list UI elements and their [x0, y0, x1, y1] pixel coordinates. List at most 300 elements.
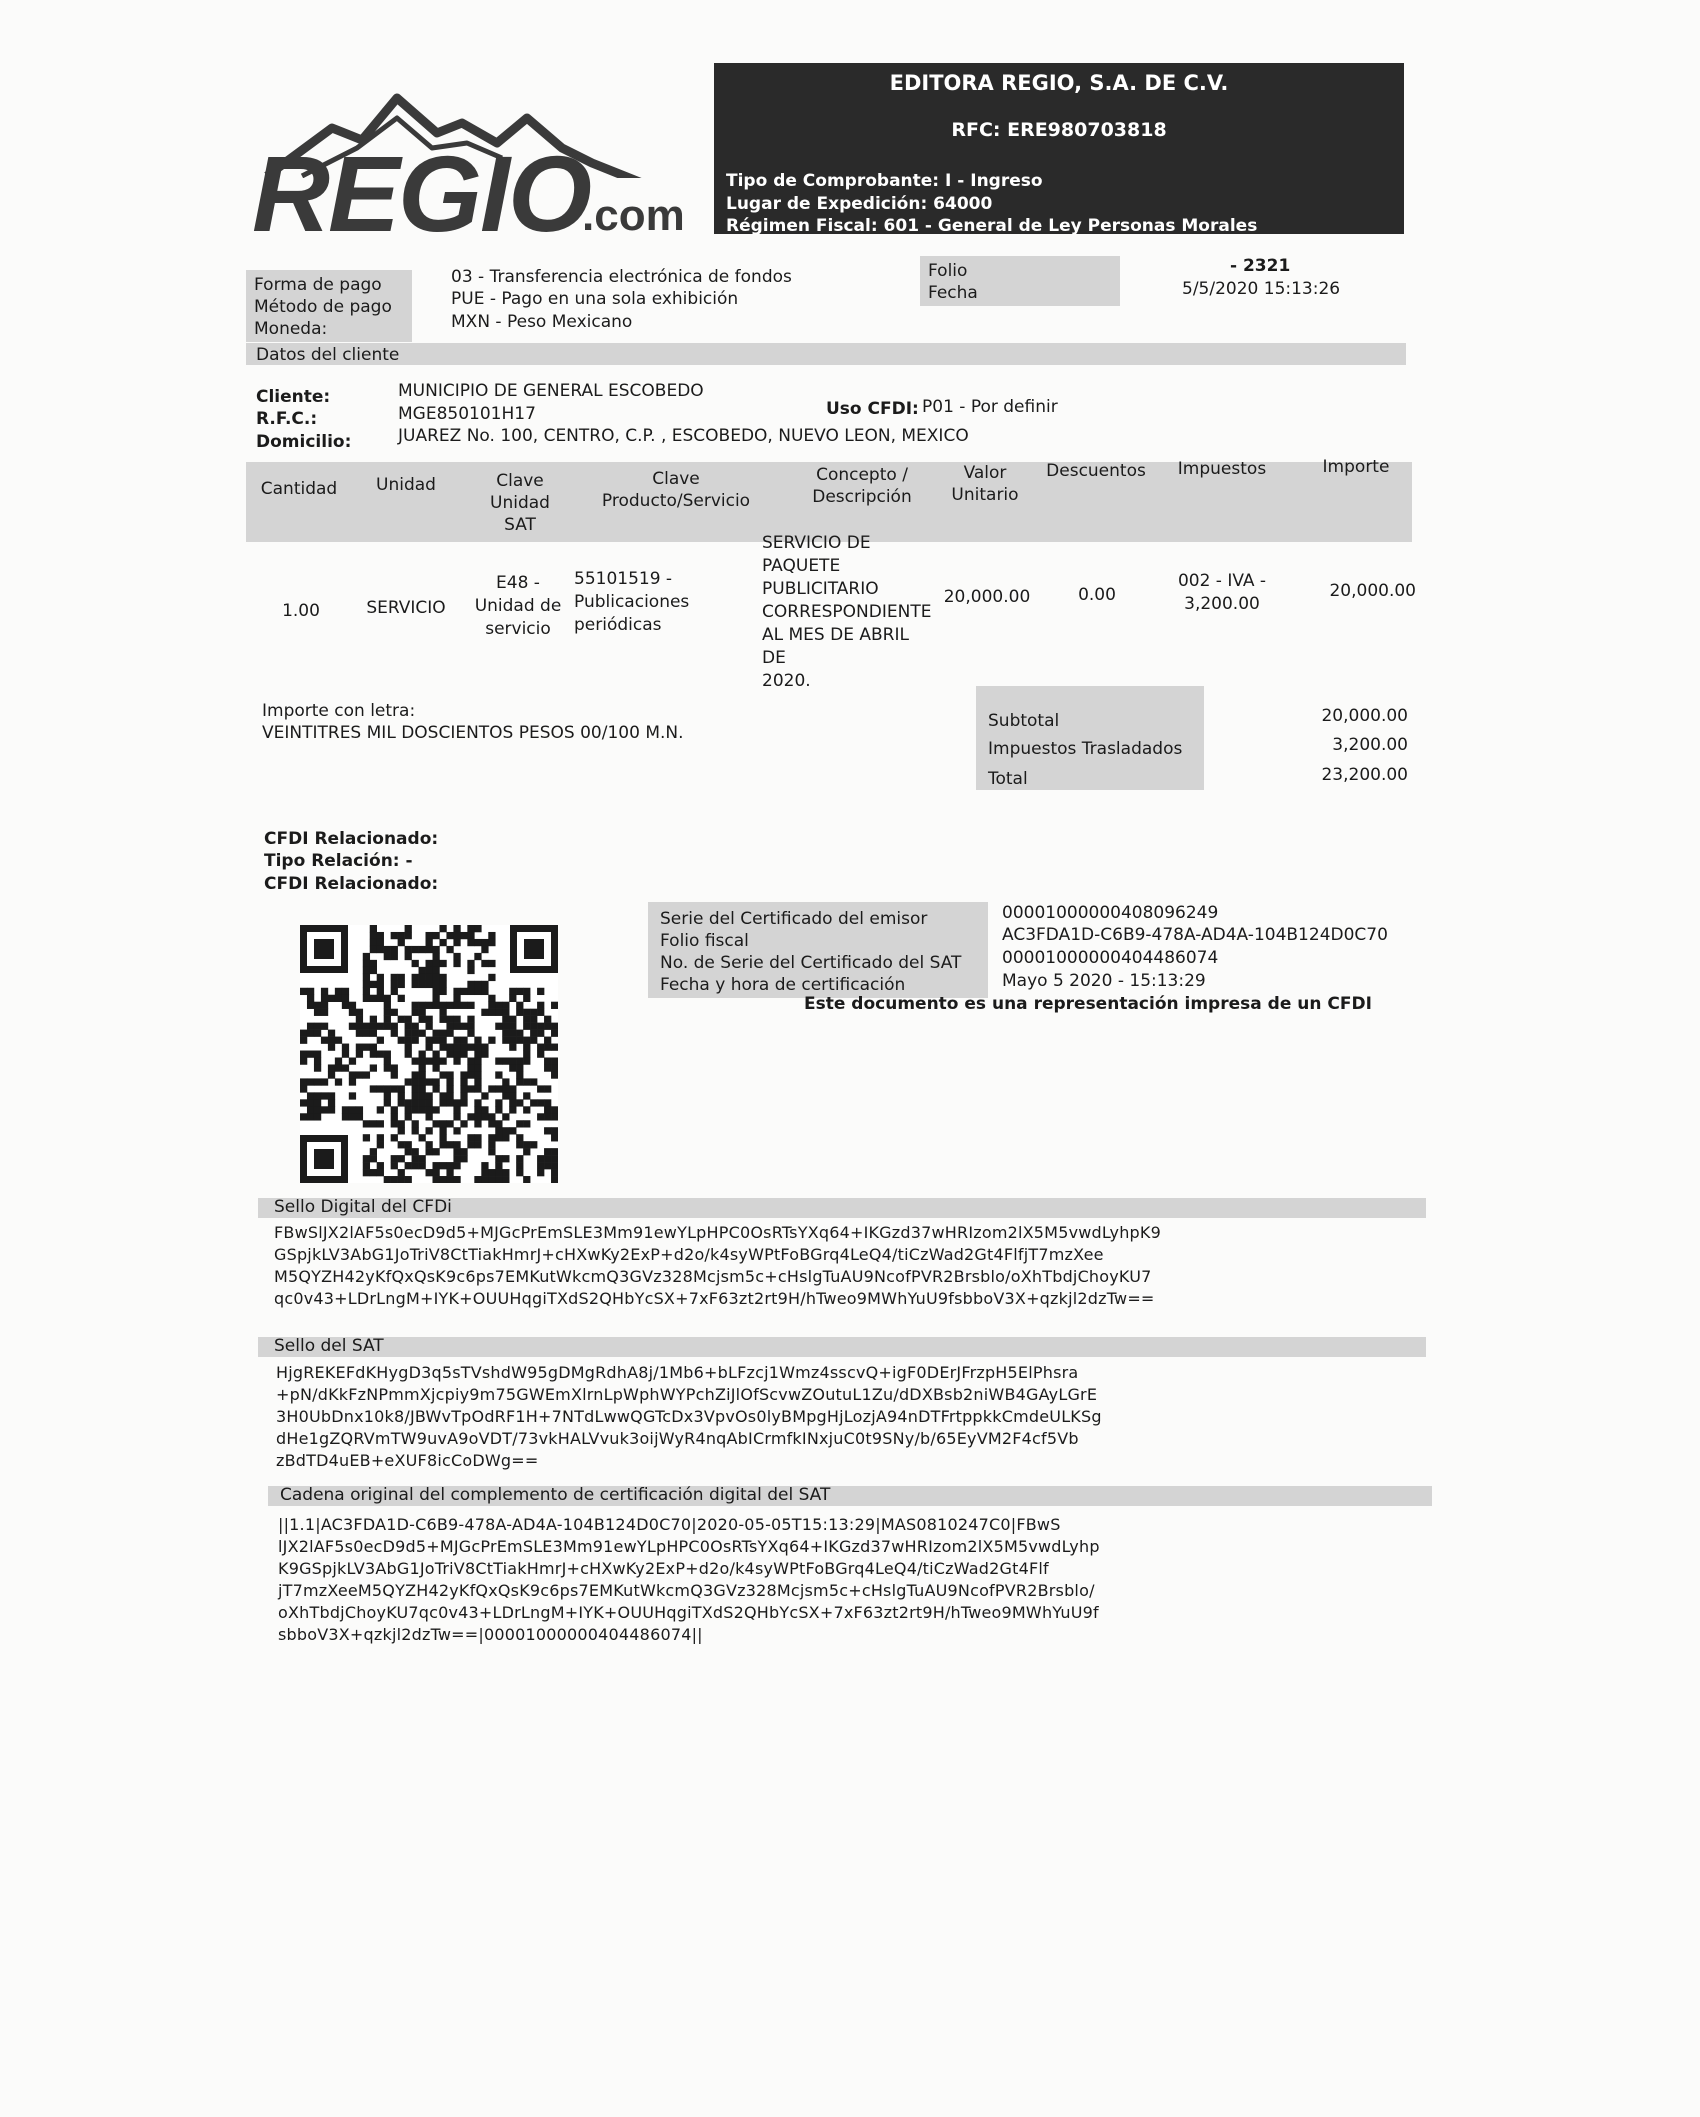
qr-module [537, 1023, 544, 1030]
qr-module [328, 1106, 335, 1113]
qr-module [453, 939, 460, 946]
qr-module [537, 1051, 544, 1058]
row-clave-producto-line: 55101519 - [574, 569, 673, 589]
cadena-header [268, 1486, 1432, 1506]
qr-module [391, 1134, 398, 1141]
qr-module [551, 1127, 558, 1134]
qr-module [391, 981, 398, 988]
qr-module [412, 1085, 419, 1092]
qr-module [363, 967, 370, 974]
row-concepto [762, 532, 932, 693]
qr-module [551, 1113, 558, 1120]
fecha-certificacion-label: Fecha y hora de certificación [660, 975, 906, 995]
qr-module [412, 974, 419, 981]
qr-module [460, 1044, 467, 1051]
qr-module [537, 1044, 544, 1051]
qr-module [530, 1078, 537, 1085]
qr-module [412, 1106, 419, 1113]
qr-module [530, 1016, 537, 1023]
qr-module [377, 1134, 384, 1141]
qr-module [377, 1051, 384, 1058]
col-impuestos: Impuestos [1177, 459, 1267, 479]
qr-module [544, 1127, 551, 1134]
qr-module [467, 1044, 474, 1051]
qr-module [453, 1099, 460, 1106]
qr-module [391, 974, 398, 981]
qr-module [481, 1162, 488, 1169]
qr-module [474, 1106, 481, 1113]
row-clave-unidad [462, 572, 574, 641]
col-clave-unidad-line: SAT [504, 515, 536, 535]
qr-module [405, 1148, 412, 1155]
qr-module [488, 1148, 495, 1155]
qr-module [474, 1057, 481, 1064]
qr-module [439, 1016, 446, 1023]
qr-module [342, 1106, 349, 1113]
qr-module [356, 1106, 363, 1113]
qr-module [363, 1155, 370, 1162]
qr-module [551, 1106, 558, 1113]
qr-module [321, 995, 328, 1002]
qr-module [537, 1009, 544, 1016]
cliente-label: Cliente: [256, 387, 331, 407]
col-valor-unitario [930, 462, 1040, 506]
qr-module [391, 1162, 398, 1169]
qr-module [398, 939, 405, 946]
qr-module [495, 1155, 502, 1162]
qr-module [370, 995, 377, 1002]
sello-sat-line: +pN/dKkFzNPmmXjcpiy9m75GWEmXlrnLpWphWYPchZiJlOfScvwZOutuL1Zu/dDXBsb2niWB4GAyLGrE [276, 1385, 1098, 1404]
qr-module [307, 1113, 314, 1120]
qr-module [377, 1120, 384, 1127]
qr-module [398, 1169, 405, 1176]
qr-module [412, 1155, 419, 1162]
qr-module [377, 946, 384, 953]
logo-wordmark: REGIO [252, 133, 591, 254]
qr-module [349, 1002, 356, 1009]
qr-module [384, 1051, 391, 1058]
qr-module [495, 1162, 502, 1169]
qr-module [530, 1141, 537, 1148]
qr-module [398, 1176, 405, 1183]
qr-module [321, 1092, 328, 1099]
qr-module [426, 1023, 433, 1030]
cliente-value: MUNICIPIO DE GENERAL ESCOBEDO [398, 381, 704, 401]
qr-module [495, 1176, 502, 1183]
qr-module [432, 1120, 439, 1127]
qr-module [349, 1078, 356, 1085]
qr-module [467, 1134, 474, 1141]
qr-module [439, 1037, 446, 1044]
col-valor-line: Valor [963, 463, 1007, 483]
col-concepto-line: Concepto / [816, 465, 908, 485]
qr-module [432, 1169, 439, 1176]
sello-cfdi-line: qc0v43+LDrLngM+IYK+OUUHqgiTXdS2QHbYcSX+7xF63zt2rt9H/hTweo9MWhYuU9fsbboV3X+qzkjl2dzTw== [274, 1289, 1155, 1308]
qr-module [432, 988, 439, 995]
qr-module [419, 1092, 426, 1099]
qr-module [405, 1113, 412, 1120]
qr-module [502, 1085, 509, 1092]
qr-module [321, 1037, 328, 1044]
qr-module [544, 1113, 551, 1120]
qr-module [530, 1037, 537, 1044]
qr-module [439, 1009, 446, 1016]
sello-sat-line: HjgREKEFdKHygD3q5sTVshdW95gDMgRdhA8j/1Mb6+bLFzcj1Wmz4sscvQ+igF0DErJFrzpH5ElPhsra [276, 1363, 1079, 1382]
row-valor-unitario: 20,000.00 [943, 587, 1031, 607]
qr-module [419, 1009, 426, 1016]
qr-module [544, 1057, 551, 1064]
qr-module [495, 1085, 502, 1092]
issuer-header [714, 63, 1404, 234]
qr-module [391, 1023, 398, 1030]
rfc-label: R.F.C.: [256, 409, 318, 429]
fecha-certificacion-value: Mayo 5 2020 - 15:13:29 [1002, 971, 1206, 991]
qr-module [349, 1092, 356, 1099]
folio-label: Folio [928, 261, 968, 281]
qr-module [314, 1023, 321, 1030]
qr-module [537, 1162, 544, 1169]
qr-module [551, 1134, 558, 1141]
qr-module [342, 995, 349, 1002]
qr-module [342, 1002, 349, 1009]
qr-module [544, 1023, 551, 1030]
row-concepto-line: CORRESPONDIENTE [762, 602, 932, 622]
qr-module [419, 1016, 426, 1023]
qr-module [432, 1002, 439, 1009]
qr-module [523, 988, 530, 995]
qr-module [426, 939, 433, 946]
sello-sat-header [258, 1337, 1426, 1357]
qr-module [439, 925, 446, 932]
qr-module [488, 995, 495, 1002]
qr-module [523, 1120, 530, 1127]
qr-module [488, 1120, 495, 1127]
sello-sat-line: dHe1gZQRVmTW9uvA9oVDT/73vkHALVvuk3oijWyR4nqAbICrmfkINxjuC0t9SNy/b/65EyVM2F4cf5Vb [276, 1429, 1079, 1448]
qr-module [551, 1071, 558, 1078]
qr-module [467, 1071, 474, 1078]
qr-module [523, 1092, 530, 1099]
qr-module [398, 981, 405, 988]
qr-module [488, 1113, 495, 1120]
qr-module [426, 1141, 433, 1148]
qr-module [460, 1037, 467, 1044]
qr-module [495, 1106, 502, 1113]
qr-module [453, 1176, 460, 1183]
qr-module [467, 1016, 474, 1023]
qr-module [419, 1085, 426, 1092]
qr-module [523, 1044, 530, 1051]
qr-module [439, 1162, 446, 1169]
qr-module [405, 953, 412, 960]
qr-module [453, 988, 460, 995]
qr-module [509, 1023, 516, 1030]
folio-fiscal-label: Folio fiscal [660, 931, 749, 951]
qr-module [419, 967, 426, 974]
qr-module [502, 1176, 509, 1183]
qr-module [426, 1127, 433, 1134]
qr-module [356, 1016, 363, 1023]
qr-module [544, 1148, 551, 1155]
qr-module [453, 1127, 460, 1134]
qr-module [523, 1009, 530, 1016]
qr-module [474, 1071, 481, 1078]
qr-module [370, 1169, 377, 1176]
qr-module [300, 1030, 307, 1037]
qr-module [342, 1051, 349, 1058]
row-clave-unidad-line: servicio [485, 619, 551, 639]
qr-module [453, 1106, 460, 1113]
qr-module [516, 1120, 523, 1127]
qr-module [412, 1120, 419, 1127]
qr-module [432, 995, 439, 1002]
qr-module [356, 1051, 363, 1058]
qr-module [516, 1155, 523, 1162]
qr-module [467, 925, 474, 932]
forma-pago-label: Forma de pago [254, 275, 382, 295]
cfdi-relacionado-label-2: CFDI Relacionado: [264, 874, 439, 894]
qr-module [453, 995, 460, 1002]
qr-module [426, 932, 433, 939]
qr-module [551, 1057, 558, 1064]
qr-module [523, 1023, 530, 1030]
qr-module [426, 1106, 433, 1113]
qr-module [300, 988, 307, 995]
tipo-relacion-label: Tipo Relación: - [264, 851, 413, 871]
qr-module [460, 1148, 467, 1155]
qr-module [474, 1176, 481, 1183]
qr-module [453, 1148, 460, 1155]
sello-cfdi-line: GSpjkLV3AbG1JoTriV8CtTiakHmrJ+cHXwKy2ExP+d2o/k4syWPtFoBGrq4LeQ4/tiCzWad2Gt4FlfjT7mzXee [274, 1245, 1104, 1264]
qr-module [467, 967, 474, 974]
qr-module [432, 1176, 439, 1183]
sello-sat-line: 3H0UbDnx10k8/JBWvTpOdRF1H+7NTdLwwQGTcDx3VpvOs0lyBMpgHjLozjA94nDTFrtppkkCmdeULKSg [276, 1407, 1102, 1426]
qr-module [509, 1016, 516, 1023]
qr-module [453, 1016, 460, 1023]
qr-module [537, 1155, 544, 1162]
qr-module [481, 1176, 488, 1183]
sello-cfdi-line: FBwSlJX2lAF5s0ecD9d5+MJGcPrEmSLE3Mm91ewYLpHPC0OsRTsYXq64+IKGzd37wHRIzom2lX5M5vwdLyhpK9 [274, 1223, 1161, 1242]
qr-module [551, 1169, 558, 1176]
qr-module [356, 1030, 363, 1037]
qr-module [502, 1016, 509, 1023]
qr-module [349, 1113, 356, 1120]
qr-module [391, 1009, 398, 1016]
qr-module [446, 1051, 453, 1058]
qr-module [377, 1023, 384, 1030]
qr-module [502, 1002, 509, 1009]
qr-module [370, 1044, 377, 1051]
qr-module [523, 995, 530, 1002]
lugar-expedicion: Lugar de Expedición: 64000 [726, 194, 993, 214]
qr-module [474, 1064, 481, 1071]
qr-module [495, 1071, 502, 1078]
qr-module [509, 988, 516, 995]
qr-module [405, 1176, 412, 1183]
qr-module [412, 1023, 419, 1030]
qr-module [300, 1099, 307, 1106]
moneda-label: Moneda: [254, 319, 328, 339]
qr-module [509, 1044, 516, 1051]
qr-module [300, 1113, 307, 1120]
qr-module [509, 1057, 516, 1064]
qr-module [495, 1169, 502, 1176]
qr-module [300, 1078, 307, 1085]
col-clave-producto-line: Producto/Servicio [601, 491, 751, 511]
sello-cfdi-title: Sello Digital del CFDi [274, 1197, 452, 1217]
qr-module [419, 1078, 426, 1085]
qr-module [509, 1064, 516, 1071]
qr-module [460, 1085, 467, 1092]
qr-module [446, 1169, 453, 1176]
qr-module [384, 1009, 391, 1016]
row-impuestos-line: 002 - IVA - [1177, 571, 1267, 591]
qr-module [488, 960, 495, 967]
qr-module [551, 1030, 558, 1037]
qr-module [314, 1057, 321, 1064]
qr-module [412, 1057, 419, 1064]
qr-module [488, 1141, 495, 1148]
fecha-label: Fecha [928, 283, 978, 303]
qr-module [314, 1092, 321, 1099]
qr-module [412, 1148, 419, 1155]
qr-module [363, 1169, 370, 1176]
qr-module [502, 1030, 509, 1037]
qr-module [530, 1030, 537, 1037]
qr-module [481, 1009, 488, 1016]
qr-module [488, 1009, 495, 1016]
qr-module [432, 1148, 439, 1155]
qr-module [537, 988, 544, 995]
qr-module [467, 932, 474, 939]
qr-module [307, 995, 314, 1002]
qr-module [439, 1002, 446, 1009]
qr-module [516, 1099, 523, 1106]
qr-module [412, 960, 419, 967]
qr-module [509, 1092, 516, 1099]
qr-module [488, 1176, 495, 1183]
qr-module [432, 1057, 439, 1064]
qr-module [384, 1176, 391, 1183]
qr-module [398, 1141, 405, 1148]
qr-module [502, 1113, 509, 1120]
qr-module [307, 1030, 314, 1037]
qr-module [307, 1099, 314, 1106]
qr-module [439, 1044, 446, 1051]
qr-module [516, 1037, 523, 1044]
qr-module [439, 1099, 446, 1106]
sello-cfdi-line: M5QYZH42yKfQxQsK9c6ps7EMKutWkcmQ3GVz328Mcjsm5c+cHslgTuAU9NcofPVR2Brsblo/oXhTbdjChoyKU7 [274, 1267, 1152, 1286]
qr-module [551, 1002, 558, 1009]
qr-module [405, 1106, 412, 1113]
qr-module [446, 1044, 453, 1051]
qr-module [544, 1016, 551, 1023]
total-value: 23,200.00 [1321, 765, 1408, 785]
qr-module [356, 1071, 363, 1078]
qr-module [439, 1120, 446, 1127]
qr-module [391, 1064, 398, 1071]
qr-module [439, 1176, 446, 1183]
qr-module [446, 946, 453, 953]
subtotal-value: 20,000.00 [1321, 706, 1408, 726]
qr-module [419, 1106, 426, 1113]
qr-module [432, 1078, 439, 1085]
qr-module [432, 960, 439, 967]
qr-module [384, 1064, 391, 1071]
qr-module [391, 953, 398, 960]
qr-module [363, 1023, 370, 1030]
qr-module [439, 1071, 446, 1078]
qr-module [446, 1099, 453, 1106]
qr-module [419, 1162, 426, 1169]
qr-module [446, 1176, 453, 1183]
qr-module [419, 946, 426, 953]
qr-module [530, 1009, 537, 1016]
col-concepto-line: Descripción [812, 487, 912, 507]
qr-module [363, 1120, 370, 1127]
domicilio-label: Domicilio: [256, 432, 352, 452]
qr-module [412, 1092, 419, 1099]
qr-module [321, 1078, 328, 1085]
qr-module [335, 988, 342, 995]
qr-module [502, 1023, 509, 1030]
qr-module [314, 1113, 321, 1120]
qr-module [314, 1002, 321, 1009]
qr-module [523, 1051, 530, 1058]
qr-module [453, 1162, 460, 1169]
qr-module [516, 1134, 523, 1141]
qr-module [391, 1176, 398, 1183]
qr-module [481, 1169, 488, 1176]
qr-module [488, 939, 495, 946]
qr-module [328, 1044, 335, 1051]
qr-module [523, 1141, 530, 1148]
qr-module [419, 1099, 426, 1106]
qr-module [481, 1106, 488, 1113]
qr-module [405, 1078, 412, 1085]
qr-module [370, 981, 377, 988]
qr-module [453, 925, 460, 932]
qr-module [432, 953, 439, 960]
qr-module [377, 974, 384, 981]
qr-module [321, 1002, 328, 1009]
col-importe: Importe [1322, 457, 1390, 477]
qr-module [460, 1078, 467, 1085]
qr-module [432, 1051, 439, 1058]
qr-module [509, 1127, 516, 1134]
qr-module [516, 1169, 523, 1176]
row-impuestos-line: 3,200.00 [1184, 594, 1260, 614]
qr-module [523, 1148, 530, 1155]
impuestos-trasladados-value: 3,200.00 [1332, 735, 1408, 755]
qr-module [544, 1106, 551, 1113]
qr-module [460, 1023, 467, 1030]
qr-module [314, 1106, 321, 1113]
qr-module [384, 995, 391, 1002]
qr-module [363, 1134, 370, 1141]
qr-module [467, 1085, 474, 1092]
qr-module [537, 1099, 544, 1106]
qr-module [474, 925, 481, 932]
qr-module [377, 1037, 384, 1044]
qr-module [349, 1009, 356, 1016]
qr-module [453, 1002, 460, 1009]
qr-module [537, 1169, 544, 1176]
qr-module [516, 1064, 523, 1071]
qr-module [544, 1064, 551, 1071]
qr-module [377, 1085, 384, 1092]
qr-module [544, 1162, 551, 1169]
qr-module [474, 1078, 481, 1085]
